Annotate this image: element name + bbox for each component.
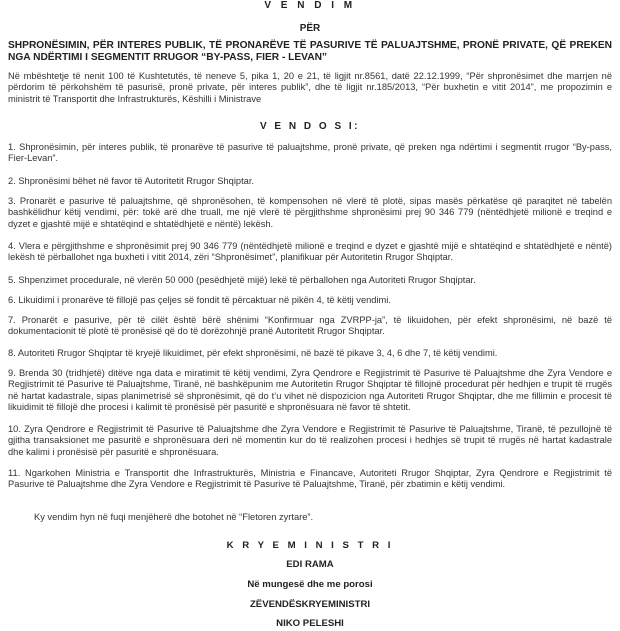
- article-2: 2. Shpronësimi bëhet në favor të Autoritetit Rrugor Shqiptar.: [8, 176, 254, 186]
- zevendes-title: ZËVENDËSKRYEMINISTRI: [249, 599, 371, 610]
- article-8: 8. Autoriteti Rrugor Shqiptar të kryejë likuidimet, për efekt shpronësimi, në bazë të pikave 3, 4, 6 dhe 7, të këtij vendimi.: [8, 348, 498, 358]
- article-7: 7. Pronarët e pasurive, për të cilët është bërë shënimi “Konfirmuar nga ZVRPP-ja”, të likuidohen, për efekt shpronësimi, në bazë të dokumentacionit të plotë të pronësisë që do të dorëzohnjë pranë Autoritetit Rrugor Shqiptar.: [8, 315, 612, 337]
- article-6: 6. Likuidimi i pronarëve të fillojë pas çeljes së fondit të përcaktuar në pikën 4, të këtij vendimi.: [8, 295, 391, 305]
- entry-into-force: Ky vendim hyn në fuqi menjëherë dhe botohet në “Fletoren zyrtare”.: [34, 512, 314, 522]
- document-subject: SHPRONËSIMIN, PËR INTERES PUBLIK, TË PRONARËVE TË PASURIVE TË PALUAJTSHME, PRONË PRIVATE, QË PREKEN NGA NDËRTIMI I SEGMENTIT RRUGOR “BY-PASS, FIER - LEVAN”: [8, 40, 612, 63]
- article-3: 3. Pronarët e pasurive të paluajtshme, që shpronësohen, të kompensohen në vlerë të plotë, sipas masës përkatëse që paraqitet në tabelën bashkëlidhur këtij vendimi, për: tokë arë dhe truall, me një vlerë të përgjithshme shpronësimi prej 90 346 779 (nëntëdhjetë milionë e treqind e dyzet e gjashtë mijë e shtatëqind e shtatëdhjetë e nëntë) lekësh.: [8, 196, 612, 229]
- kryeministri-title: K R Y E M I N I S T R I: [226, 540, 394, 551]
- article-10: 10. Zyra Qendrore e Regjistrimit të Pasurive të Paluajtshme dhe Zyra Vendore e Regjistrimit të Pasurive të Paluajtshme, Tiranë, të pezullojnë të gjitha transaksionet me pasuritë e shpronësuara deri në momentin kur do të realizohen procesi i hedhjes së trupit të rrugës në hartat kadastrale dhe kalimi i pronësisë për pasuritë e shpronësuara.: [8, 424, 612, 457]
- kryeministri-name: EDI RAMA: [286, 559, 334, 570]
- mungese-line: Në mungesë dhe me porosi: [247, 579, 373, 590]
- vendosi-heading: V E N D O S I:: [259, 121, 360, 132]
- zevendes-name: NIKO PELESHI: [276, 618, 344, 629]
- article-4: 4. Vlera e përgjithshme e shpronësimit prej 90 346 779 (nëntëdhjetë milionë e treqind e dyzet e gjashtë mijë e shtatëqind e shtatëdhjetë e nëntë) lekësh të përballohet nga buxheti i vitit 2014, zëri “Shpronësimet”, planifikuar për Autoritetin Rrugor Shqiptar.: [8, 241, 612, 263]
- article-1: 1. Shpronësimin, për interes publik, të pronarëve të pasurive të paluajtshme, pronë private, që preken nga ndërtimi i segmentit rrugor “By-pass, Fier-Levan”.: [8, 142, 612, 164]
- document-per: PËR: [299, 23, 321, 34]
- document-title: V E N D I M: [264, 0, 356, 11]
- article-5: 5. Shpenzimet procedurale, në vlerën 50 000 (pesëdhjetë mijë) lekë të përballohen nga Autoriteti Rrugor Shqiptar.: [8, 275, 476, 285]
- article-9: 9. Brenda 30 (tridhjetë) ditëve nga data e miratimit të këtij vendimi, Zyra Qendrore e Regjistrimit të Pasurive të Paluajtshme dhe Zyra Vendore e Regjistrimit të Pasurive të Paluajtshme, Tiranë, në bashkëpunim me Autoritetin Rrugor Shqiptar të fillojnë procedurat për hedhjen e trupit të rrugës në hartat kadastrale, sipas planimetrisë së shpronësimit, që do t’u vihet në dispozicion nga Autoriteti Rrugor Shqiptar, dhe me fillimin e procesit të likuidimit të fillojë dhe procesi i kalimit të pronësisë për pasuritë e shpronësuara në favor të shtetit.: [8, 368, 612, 412]
- preamble: Në mbështetje të nenit 100 të Kushtetutës, të neneve 5, pika 1, 20 e 21, të ligjit nr.8561, datë 22.12.1999, “Për shpronësimet dhe marrjen në përdorim të përkohshëm të pasurisë, pronë private, për interes publik”, dhe të ligjit nr.185/2013, “Për buxhetin e vitit 2014”, me propozimin e ministrit të Transportit dhe Infrastrukturës, Këshilli i Ministrave: [8, 71, 612, 104]
- article-11: 11. Ngarkohen Ministria e Transportit dhe Infrastrukturës, Ministria e Financave, Autoriteti Rrugor Shqiptar, Zyra Qendrore e Regjistrimit të Pasurive të Paluajtshme dhe Zyra Vendore e Regjistrimit të Pasurive të Paluajtshme, Tiranë, për zbatimin e këtij vendimi.: [8, 468, 612, 490]
